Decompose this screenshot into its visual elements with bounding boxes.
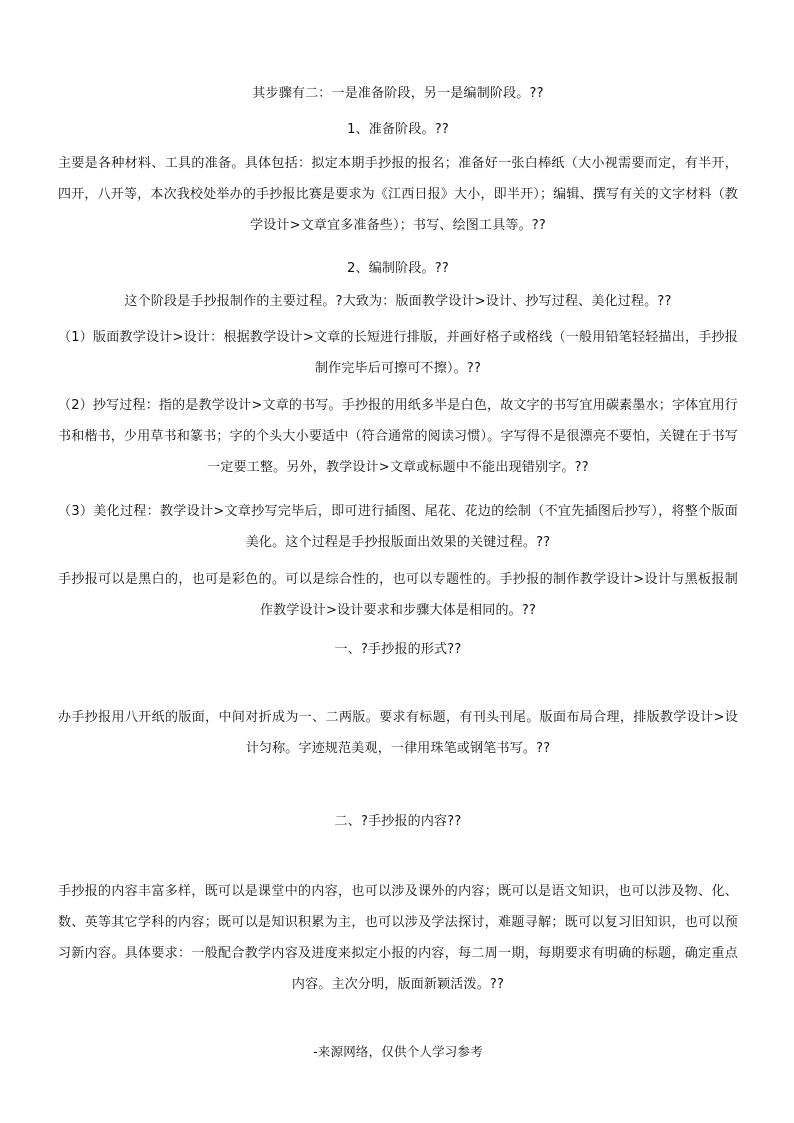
intro-steps: 其步骤有二：一是准备阶段，另一是编制阶段。?? [252, 86, 544, 101]
heading-content: 二、?手抄报的内容?? [334, 814, 462, 829]
heading-compilation-stage: 2、编制阶段。?? [347, 261, 449, 276]
paragraph-form: 办手抄报用八开纸的版面，中间对折成为一、二两版。要求有标题，有刊头刊尾。版面布局合理，排版教学设计>设计匀称。字迹规范美观，一律用珠笔或钢笔书写。?? [58, 710, 738, 756]
heading-form: 一、?手抄报的形式?? [334, 642, 462, 657]
paragraph-main-process: 这个阶段是手抄报制作的主要过程。?大致为：版面教学设计>设计、抄写过程、美化过程。?? [124, 294, 672, 309]
paragraph-preparation: 主要是各种材料、工具的准备。具体包括：拟定本期手抄报的报名；准备好一张白棒纸（大小视需要而定，有半开，四开，八开等，本次我校处举办的手抄报比赛是要求为《江西日报》大小，即半开）；编辑、撰写有关的文字材料（教学设计>文章宜多准备些）；书写、绘图工具等。?? [58, 156, 738, 233]
paragraph-content: 手抄报的内容丰富多样，既可以是课堂中的内容，也可以涉及课外的内容；既可以是语文知识，也可以涉及物、化、数、英等其它学科的内容；既可以是知识积累为主，也可以涉及学法探讨，难题寻解；既可以复习旧知识，也可以预习新内容。具体要求：一般配合教学内容及进度来拟定小报的内容，每二周一期，每期要求有明确的标题，确定重点内容。主次分明，版面新颖活泼。?? [58, 884, 738, 992]
heading-preparation-stage: 1、准备阶段。?? [347, 122, 449, 137]
paragraph-color-and-types: 手抄报可以是黑白的，也可是彩色的。可以是综合性的，也可以专题性的。手抄报的制作教学设计>设计与黑板报制作教学设计>设计要求和步骤大体是相同的。?? [58, 572, 738, 618]
paragraph-layout-design: （1）版面教学设计>设计：根据教学设计>文章的长短进行排版，并画好格子或格线（一般用铅笔轻轻描出，手抄报制作完毕后可擦可不擦）。?? [58, 330, 738, 376]
paragraph-copying-process: （2）抄写过程：指的是教学设计>文章的书写。手抄报的用纸多半是白色，故文字的书写宜用碳素墨水；字体宜用行书和楷书，少用草书和篆书；字的个头大小要适中（符合通常的阅读习惯）。字写得不是很漂亮不要怕，关键在于书写一定要工整。另外，教学设计>文章或标题中不能出现错别字。?? [58, 398, 738, 475]
footer-source-note: -来源网络，仅供个人学习参考 [313, 1044, 483, 1059]
paragraph-beautify-process: （3）美化过程：教学设计>文章抄写完毕后，即可进行插图、尾花、花边的绘制（不宜先插图后抄写），将整个版面美化。这个过程是手抄报版面出效果的关键过程。?? [58, 504, 738, 550]
